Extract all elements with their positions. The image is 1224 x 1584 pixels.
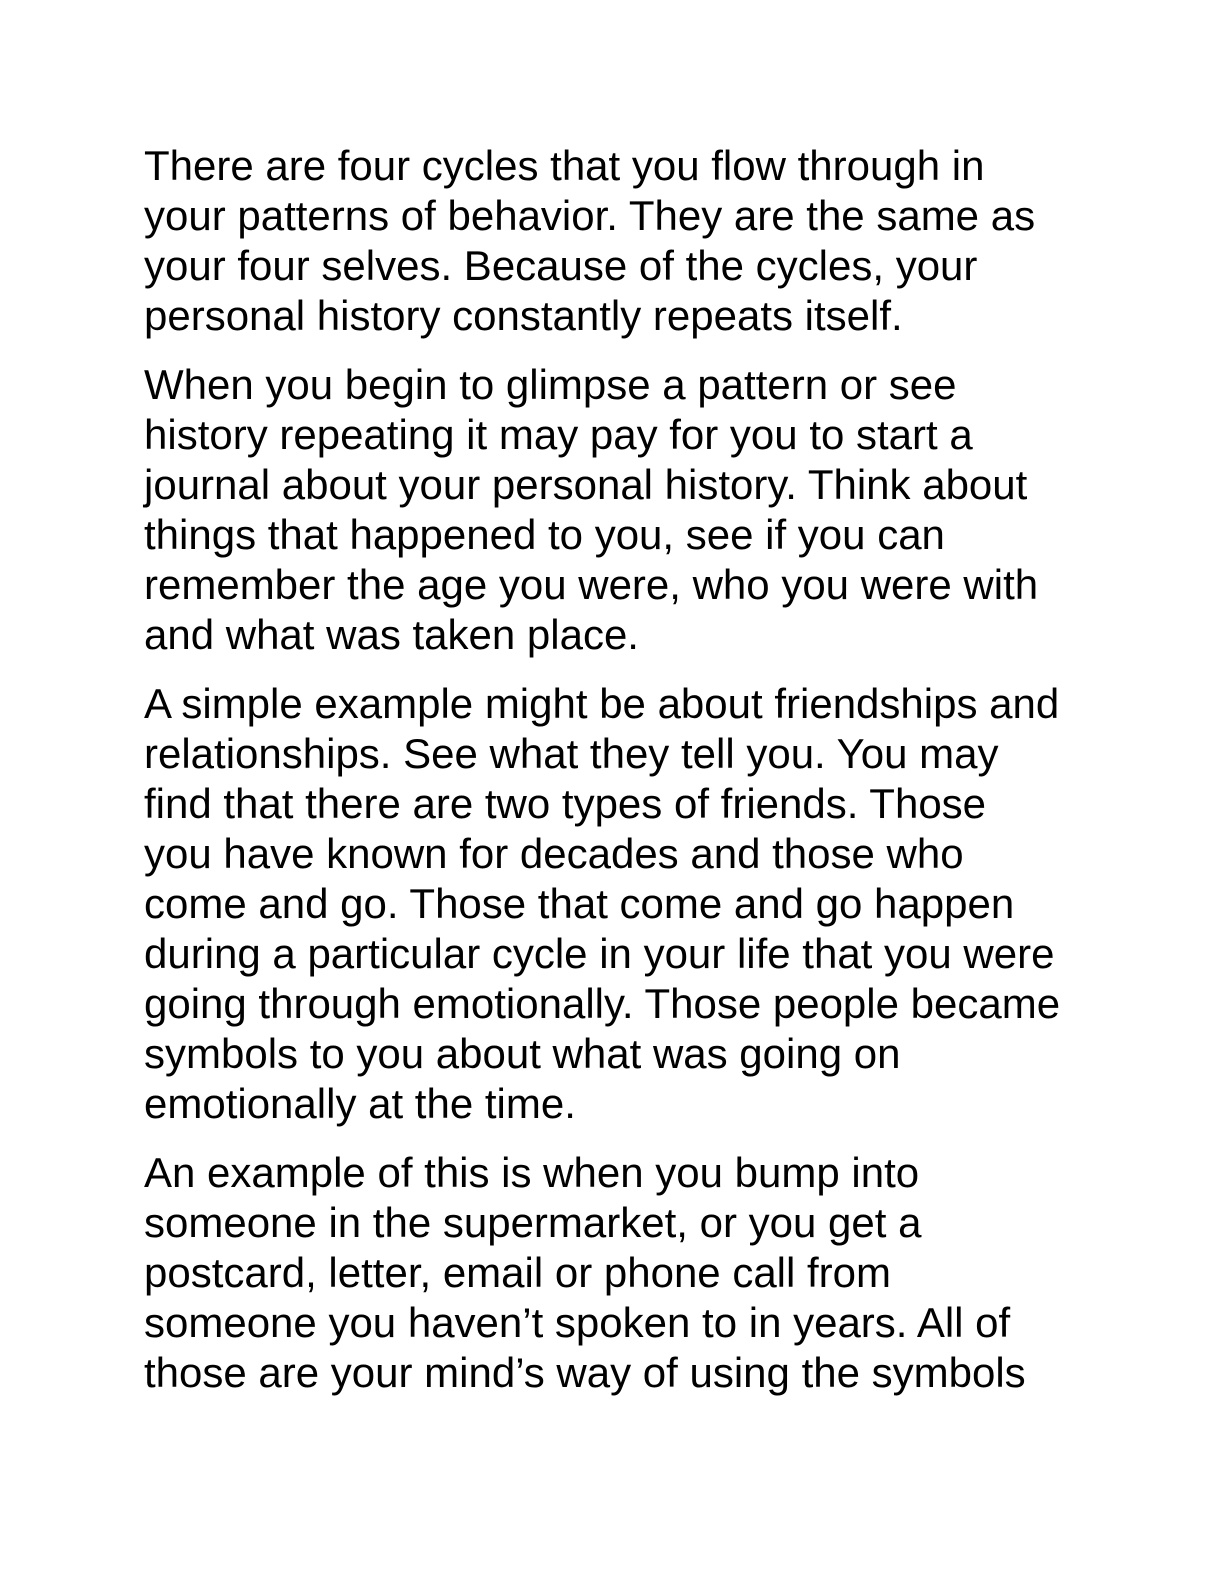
text-line: remember the age you were, who you were with bbox=[144, 561, 1039, 608]
text-line: relationships. See what they tell you. You may bbox=[144, 730, 999, 777]
text-line: and what was taken place. bbox=[144, 611, 639, 658]
text-line: symbols to you about what was going on bbox=[144, 1030, 901, 1077]
text-line: someone in the supermarket, or you get a bbox=[144, 1199, 922, 1246]
text-line: When you begin to glimpse a pattern or see bbox=[144, 361, 957, 408]
text-line: your patterns of behavior. They are the same as bbox=[144, 192, 1036, 239]
text-line: A simple example might be about friendships and bbox=[144, 680, 1060, 727]
text-line: going through emotionally. Those people became bbox=[144, 980, 1061, 1027]
text-line: postcard, letter, email or phone call from bbox=[144, 1249, 892, 1296]
text-line: you have known for decades and those who bbox=[144, 830, 964, 877]
text-line: An example of this is when you bump into bbox=[144, 1149, 920, 1196]
paragraph-2 bbox=[144, 360, 1084, 660]
text-line: those are your mind’s way of using the symbols bbox=[144, 1349, 1026, 1396]
paragraph-1 bbox=[144, 141, 1084, 341]
text-line: emotionally at the time. bbox=[144, 1080, 576, 1127]
paragraph-3 bbox=[144, 679, 1084, 1129]
text-line: There are four cycles that you flow through in bbox=[144, 142, 985, 189]
text-line: someone you haven’t spoken to in years. All of bbox=[144, 1299, 1011, 1346]
text-line: during a particular cycle in your life that you were bbox=[144, 930, 1055, 977]
text-line: history repeating it may pay for you to start a bbox=[144, 411, 973, 458]
paragraph-4 bbox=[144, 1148, 1084, 1398]
text-line: come and go. Those that come and go happen bbox=[144, 880, 1015, 927]
text-line: things that happened to you, see if you can bbox=[144, 511, 945, 558]
text-line: journal about your personal history. Think about bbox=[144, 461, 1028, 508]
text-line: find that there are two types of friends. Those bbox=[144, 780, 987, 827]
text-line: your four selves. Because of the cycles, your bbox=[144, 242, 978, 289]
body-text bbox=[144, 141, 1084, 1417]
text-line: personal history constantly repeats itself. bbox=[144, 292, 903, 339]
